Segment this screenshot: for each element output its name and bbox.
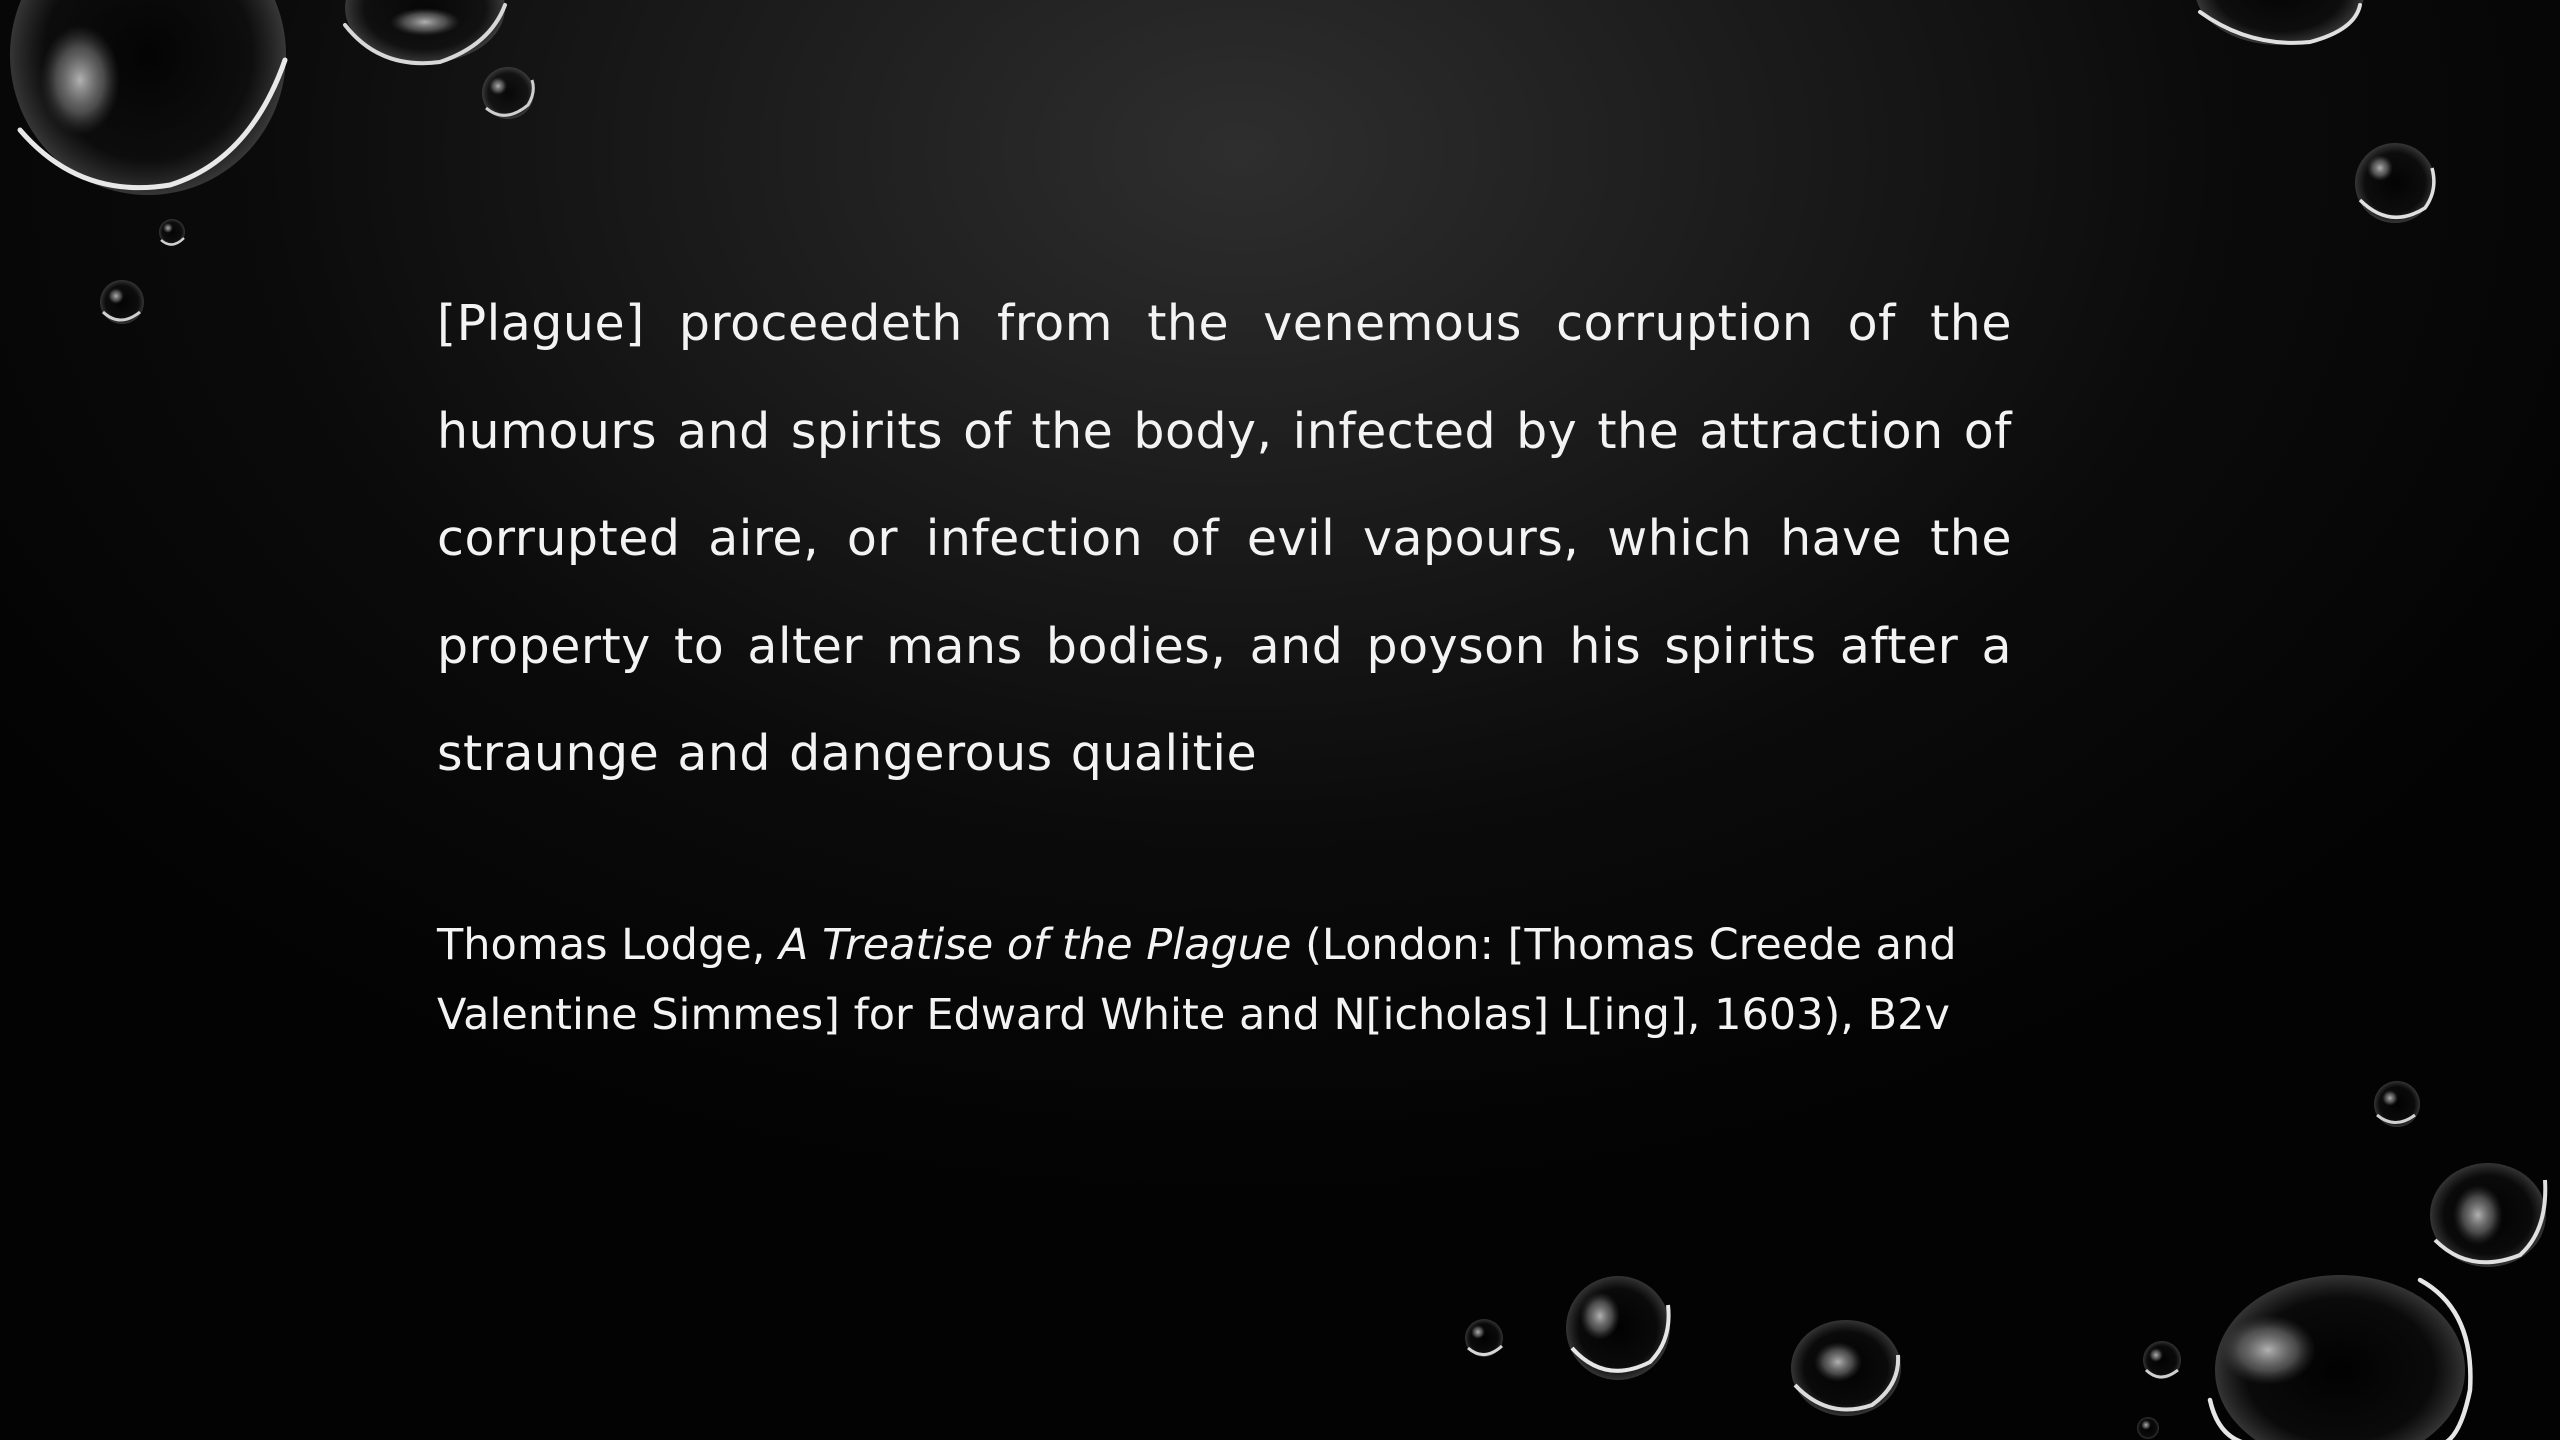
citation-publication-line-2: Valentine Simmes] for Edward White and N[icholas] L[ing], 1603), B2v <box>437 990 1950 1040</box>
droplet-bottom-right-small-3 <box>2137 1417 2159 1439</box>
droplet-small-1 <box>482 67 534 119</box>
droplet-bottom-center-large <box>1791 1320 1901 1416</box>
citation <box>437 910 2037 1050</box>
droplet-bottom-center-small <box>1465 1319 1503 1357</box>
droplet-bottom-right-medium <box>2430 1163 2546 1267</box>
droplet-small-3 <box>100 280 144 324</box>
droplet-bottom-right-small-1 <box>2374 1081 2420 1127</box>
droplet-small-2 <box>159 219 185 245</box>
citation-title: A Treatise of the Plague <box>779 920 1292 970</box>
citation-publication-line-1: (London: [Thomas Creede and <box>1291 920 1957 970</box>
droplet-bottom-right-large <box>2210 1275 2470 1440</box>
plague-quote: [Plague] proceedeth from the venemous corruption of the humours and spirits of the body, infected by the attraction of corrupted aire, or infection of evil vapours, which have the property to alter mans bodies, and poyson his spirits after a straunge and dangerous qualitie <box>437 295 2012 782</box>
droplet-bottom-center-medium <box>1566 1276 1670 1380</box>
droplet-top-right-medium <box>2355 143 2435 223</box>
droplet-bottom-right-small-2 <box>2143 1341 2181 1379</box>
droplet-top-left-large <box>10 0 286 195</box>
droplet-top-right-large <box>2195 0 2365 45</box>
droplet-top-left-pear <box>345 0 505 63</box>
citation-author: Thomas Lodge, <box>437 920 780 970</box>
